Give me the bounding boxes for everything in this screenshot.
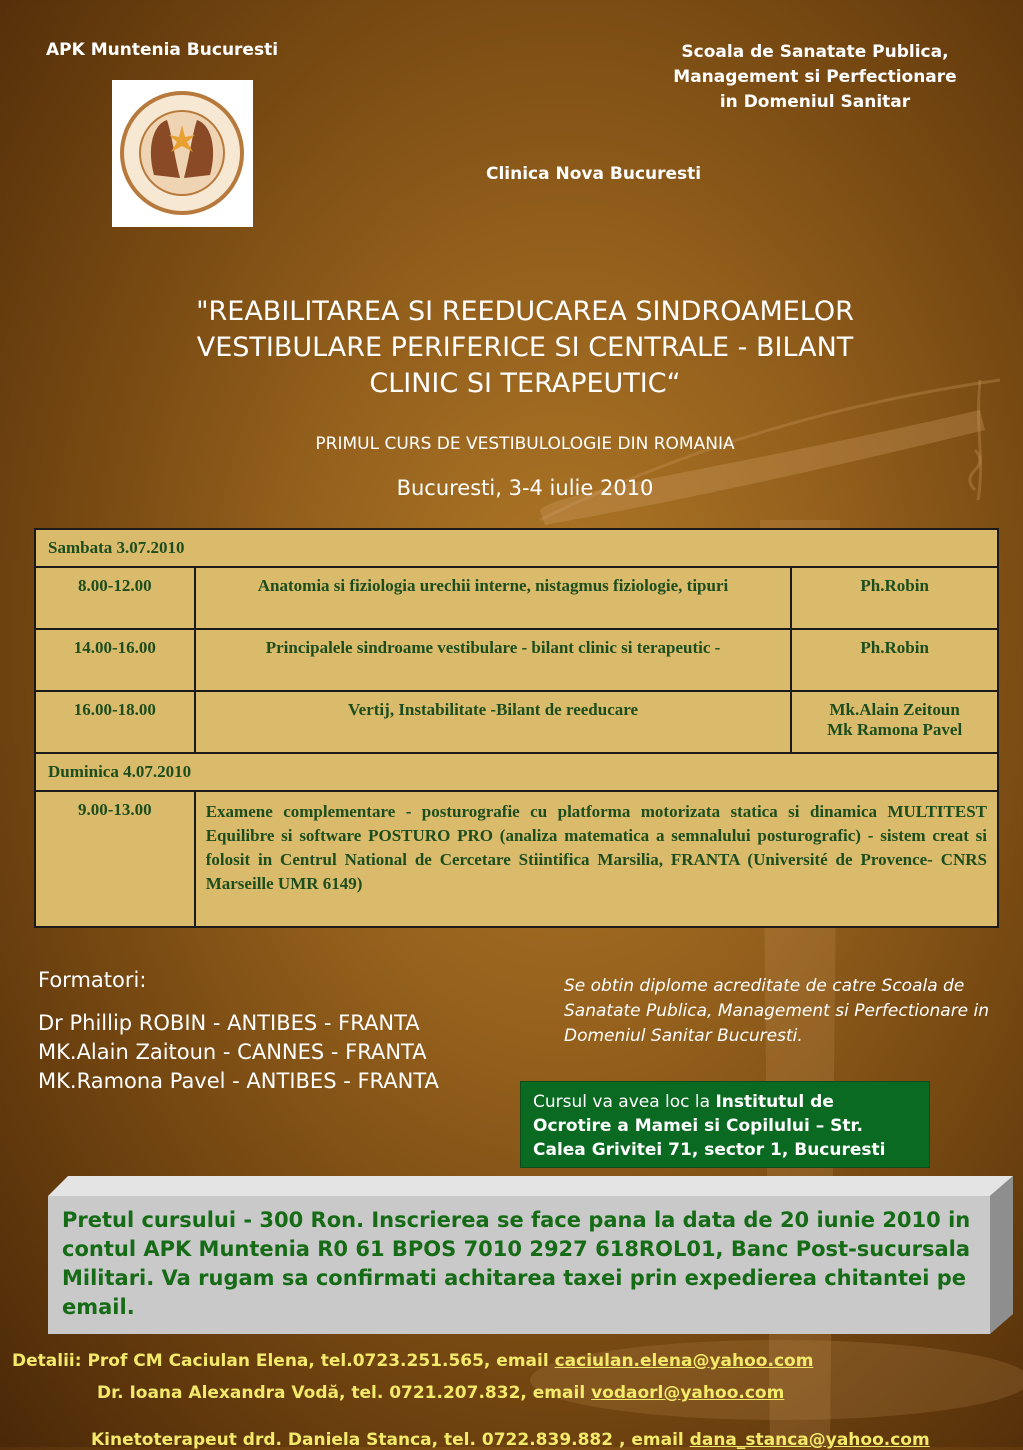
speaker-name: Mk.Alain Zeitoun bbox=[829, 700, 960, 719]
email-link[interactable]: caciulan.elena@yahoo.com bbox=[554, 1351, 814, 1371]
org-scoala-sanatate bbox=[640, 40, 990, 115]
contact-line bbox=[12, 1351, 813, 1371]
table-row bbox=[35, 567, 998, 629]
table-row bbox=[35, 691, 998, 753]
title-line: "REABILITAREA SI REEDUCAREA SINDROAMELOR bbox=[196, 296, 854, 327]
contact-text: Dr. Ioana Alexandra Vodă, tel. 0721.207.832, email bbox=[97, 1383, 592, 1403]
session-time: 14.00-16.00 bbox=[35, 629, 195, 691]
session-speaker bbox=[791, 691, 998, 753]
trainers-list bbox=[38, 966, 439, 1096]
email-link[interactable]: vodaorl@yahoo.com bbox=[591, 1383, 785, 1403]
day-header: Sambata 3.07.2010 bbox=[35, 529, 998, 567]
session-topic: Anatomia si fiziologia urechii interne, nistagmus fiziologie, tipuri bbox=[195, 567, 792, 629]
session-speaker: Ph.Robin bbox=[791, 567, 998, 629]
session-time: 8.00-12.00 bbox=[35, 567, 195, 629]
day-header: Duminica 4.07.2010 bbox=[35, 753, 998, 791]
title-line: VESTIBULARE PERIFERICE SI CENTRALE - BILANT bbox=[196, 332, 854, 363]
session-topic: Examene complementare - posturografie cu platforma motorizata statica si dinamica MULTITEST Equilibre si software POSTURO PRO (analiza matematica a semnalului posturografic) - sistem creat si folosit in Centrul National de Cercetare Stiintifica Marsilia, FRANTA (Université de Provence- CNRS Marseille UMR 6149) bbox=[195, 791, 998, 927]
apk-logo bbox=[112, 80, 253, 227]
session-topic: Principalele sindroame vestibulare - bilant clinic si terapeutic - bbox=[195, 629, 792, 691]
session-time: 16.00-18.00 bbox=[35, 691, 195, 753]
course-title bbox=[120, 294, 930, 402]
venue-address: Institutul de Ocrotire a Mamei si Copilului – Str. Calea Grivitei 71, sector 1, Bucuresti bbox=[533, 1092, 886, 1160]
table-row bbox=[35, 629, 998, 691]
session-speaker: Ph.Robin bbox=[791, 629, 998, 691]
trainer-item: MK.Ramona Pavel - ANTIBES - FRANTA bbox=[38, 1069, 439, 1093]
price-box: Pretul cursului - 300 Ron. Inscrierea se face pana la data de 20 iunie 2010 in contul APK Muntenia R0 61 BPOS 7010 2927 618ROL01, Banc Post-sucursala Militari. Va rugam sa confirmati achitarea taxei prin expedierea chitantei pe email. bbox=[48, 1196, 990, 1334]
session-time: 9.00-13.00 bbox=[35, 791, 195, 927]
org-right-line: in Domeniul Sanitar bbox=[719, 92, 911, 112]
org-right-line: Scoala de Sanatate Publica, bbox=[681, 42, 949, 62]
org-right-line: Management si Perfectionare bbox=[673, 67, 957, 87]
diploma-note: Se obtin diplome acreditate de catre Scoala de Sanatate Publica, Management si Perfectionare in Domeniul Sanitar Bucuresti. bbox=[564, 976, 990, 1046]
title-line: CLINIC SI TERAPEUTIC“ bbox=[369, 368, 681, 399]
org-apk-muntenia: APK Muntenia Bucuresti bbox=[46, 40, 279, 60]
course-subtitle: PRIMUL CURS DE VESTIBULOLOGIE DIN ROMANIA bbox=[315, 434, 735, 454]
table-row bbox=[35, 753, 998, 791]
contact-line bbox=[91, 1430, 930, 1450]
contact-text: Kinetoterapeut drd. Daniela Stanca, tel. 0722.839.882 , email bbox=[91, 1430, 690, 1450]
trainer-item: MK.Alain Zaitoun - CANNES - FRANTA bbox=[38, 1040, 427, 1064]
session-topic: Vertij, Instabilitate -Bilant de reeducare bbox=[195, 691, 792, 753]
schedule-table bbox=[34, 528, 999, 928]
venue-prefix: Cursul va avea loc la bbox=[533, 1092, 716, 1112]
contact-line bbox=[97, 1383, 784, 1403]
contact-text: Detalii: Prof CM Caciulan Elena, tel.0723.251.565, email bbox=[12, 1351, 555, 1371]
venue-box bbox=[520, 1081, 930, 1168]
hands-emblem-icon bbox=[112, 80, 253, 227]
table-row bbox=[35, 791, 998, 927]
email-link[interactable]: dana_stanca@yahoo.com bbox=[689, 1430, 930, 1450]
trainers-heading: Formatori: bbox=[38, 968, 147, 992]
course-date: Bucuresti, 3-4 iulie 2010 bbox=[396, 476, 654, 500]
trainer-item: Dr Phillip ROBIN - ANTIBES - FRANTA bbox=[38, 1011, 420, 1035]
speaker-name: Mk Ramona Pavel bbox=[827, 720, 963, 739]
table-row bbox=[35, 529, 998, 567]
org-clinica-nova: Clinica Nova Bucuresti bbox=[486, 164, 702, 184]
